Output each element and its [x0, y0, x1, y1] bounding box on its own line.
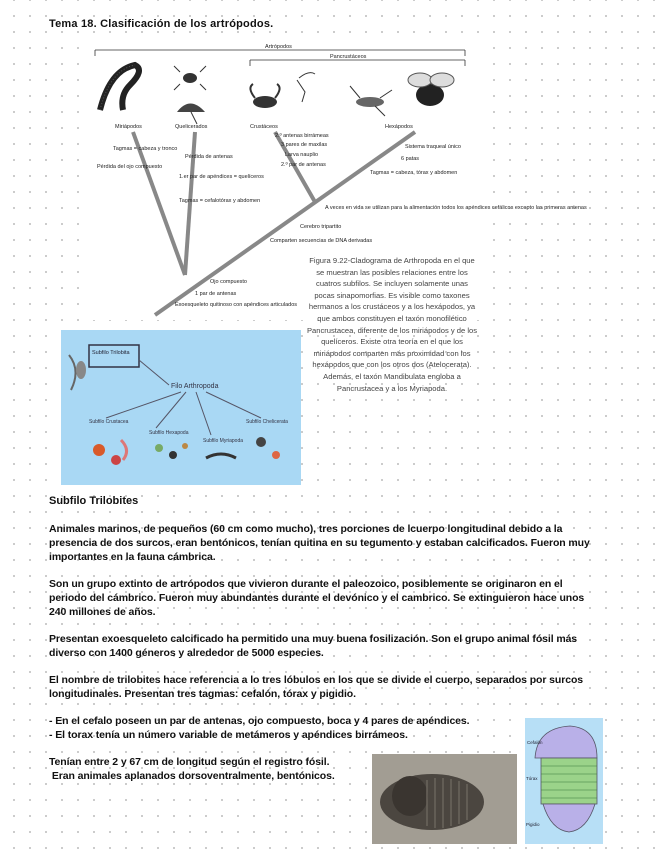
label-torax: Tórax: [526, 776, 538, 781]
char-9: Sistema traqueal único: [405, 144, 461, 150]
char-14: Comparten secuencias de DNA derivadas: [270, 238, 373, 244]
char-6: 3 pares de maxilas: [281, 142, 328, 148]
taxon-hexapodos: Hexápodos: [385, 124, 413, 130]
chelicerate-illustration: [174, 66, 206, 124]
char-8: 2.º par de antenas: [281, 162, 326, 168]
taxon-miriapodos: Miriápodos: [115, 124, 142, 130]
page-title: Tema 18. Clasificación de los artrópodos.: [49, 18, 274, 30]
trilobite-fossil-photo: [372, 754, 517, 844]
char-0: Tagmas = cabeza y tronco: [113, 146, 178, 152]
char-3: 1.er par de apéndices = quelíceros: [179, 174, 264, 180]
label-pancrustaceos: Pancrustáceos: [330, 54, 367, 60]
board-subfilo-3: Subfilo Chelicerata: [246, 419, 288, 425]
taxon-quelicerados: Quelicerados: [175, 124, 208, 130]
board-animal-drawings: [93, 437, 280, 465]
board-drawing: [61, 330, 301, 485]
board-center: Filo Arthropoda: [171, 383, 219, 390]
label-cefalon: Cefalón: [527, 740, 543, 745]
fossil-drawing: [372, 754, 517, 844]
board-photo: [61, 330, 301, 485]
board-subfilo-2: Subfilo Myriapoda: [203, 438, 244, 444]
char-17: Exoesqueleto quitinoso con apéndices articulados: [175, 302, 297, 308]
myriapod-illustration: [100, 65, 139, 110]
paragraph-2: Son un grupo extinto de artrópodos que vivieron durante el paleozoico, posiblemente se originaron en el periodo del cámbrico. Fueron muy abundantes durante el devónico y el cambrico. Se extinguieron hace unos 240 millones de años.: [49, 578, 585, 618]
closing-line-1: Tenían entre 2 y 67 cm de longitud según el registro fósil.: [49, 756, 330, 768]
paragraph-4: El nombre de trilobites hace referencia a lo tres lóbulos en los que se divide el cuerpo, separados por surcos longitudinales. Presentan tres tagmas: cefalón, tórax y pigidio.: [49, 674, 584, 700]
closing-line-2: Eran animales aplanados dorsoventralmente, bentónicos.: [49, 770, 335, 782]
char-1: Pérdida del ojo compuesto: [97, 164, 163, 170]
char-7: Larva nauplio: [285, 152, 319, 158]
label-pigidio: Pigidio: [526, 822, 540, 827]
label-artropodos: Artrópodos: [265, 44, 292, 50]
char-2: Pérdida de antenas: [185, 154, 233, 160]
hexapod-illustration: [350, 73, 454, 116]
char-4: Tagmas = cefalotórax y abdomen: [179, 198, 261, 204]
board-subfilo-1: Subfilo Hexapoda: [149, 430, 189, 436]
char-11: Tagmas = cabeza, tórax y abdomen: [370, 170, 458, 176]
taxon-crustaceos: Crustáceos: [250, 124, 278, 130]
cladogram-caption: Figura 9.22-Cladograma de Arthropoda en el que se muestran las posibles relaciones entre los cuatros subfilos. Se incluyen solamente unas pocas sinapomorfias. Es visible como taxones hermanos a los crustáceos y a los hexápodos, ya que ambos constituyen el taxón monofilético Pancrustacea, diferente de los miriápodos y de los quelíceros. Existe otra teoría en el que los miriápodos comparten más proximidad con los hexápodos que con los otros dos (Atelocerata). Además, el taxón Mandibulata engloba a Pancrustacea y a los Myriapoda.: [306, 256, 478, 393]
board-box-label: Subfilo Trilobita: [92, 350, 130, 356]
char-12: A veces en vida se utilizan para la alimentación todos los apéndices cefálicos excepto las primeras antenas: [325, 205, 587, 211]
char-16: 1 par de antenas: [195, 291, 237, 297]
trilobite-anatomy-diagram: [525, 718, 603, 844]
crustacean-illustration: [250, 73, 315, 108]
char-15: Ojo compuesto: [210, 279, 247, 285]
char-10: 6 patas: [401, 156, 420, 162]
trilobite-anatomy-drawing: [525, 718, 603, 844]
section-heading: Subfilo Trilobites: [49, 495, 139, 507]
paragraph-1: Animales marinos, de pequeños (60 cm como mucho), tres porciones de lcuerpo longitudinal debido a la presencia de dos surcos, eran bentónicos, tenían quitina en su tegumento y estaban calcificados. Fueron muy importantes en la fauna cámbrica.: [49, 523, 590, 563]
paragraph-3: Presentan exoesqueleto calcificado ha permitido una muy buena fosilización. Son el grupo animal fósil más diverso con 1400 géneros y alrededor de 5000 especies.: [49, 633, 578, 659]
char-5: 2.º antenas birrámeas: [275, 133, 329, 139]
board-subfilo-0: Subfilo Crustacea: [89, 419, 129, 425]
bullet-2: - El torax tenía un número variable de metámeros y apéndices birrámeos.: [49, 729, 408, 741]
char-13: Cerebro tripartito: [300, 224, 342, 230]
bullet-1: - En el cefalo poseen un par de antenas, ojo compuesto, boca y 4 pares de apéndices.: [49, 715, 470, 727]
